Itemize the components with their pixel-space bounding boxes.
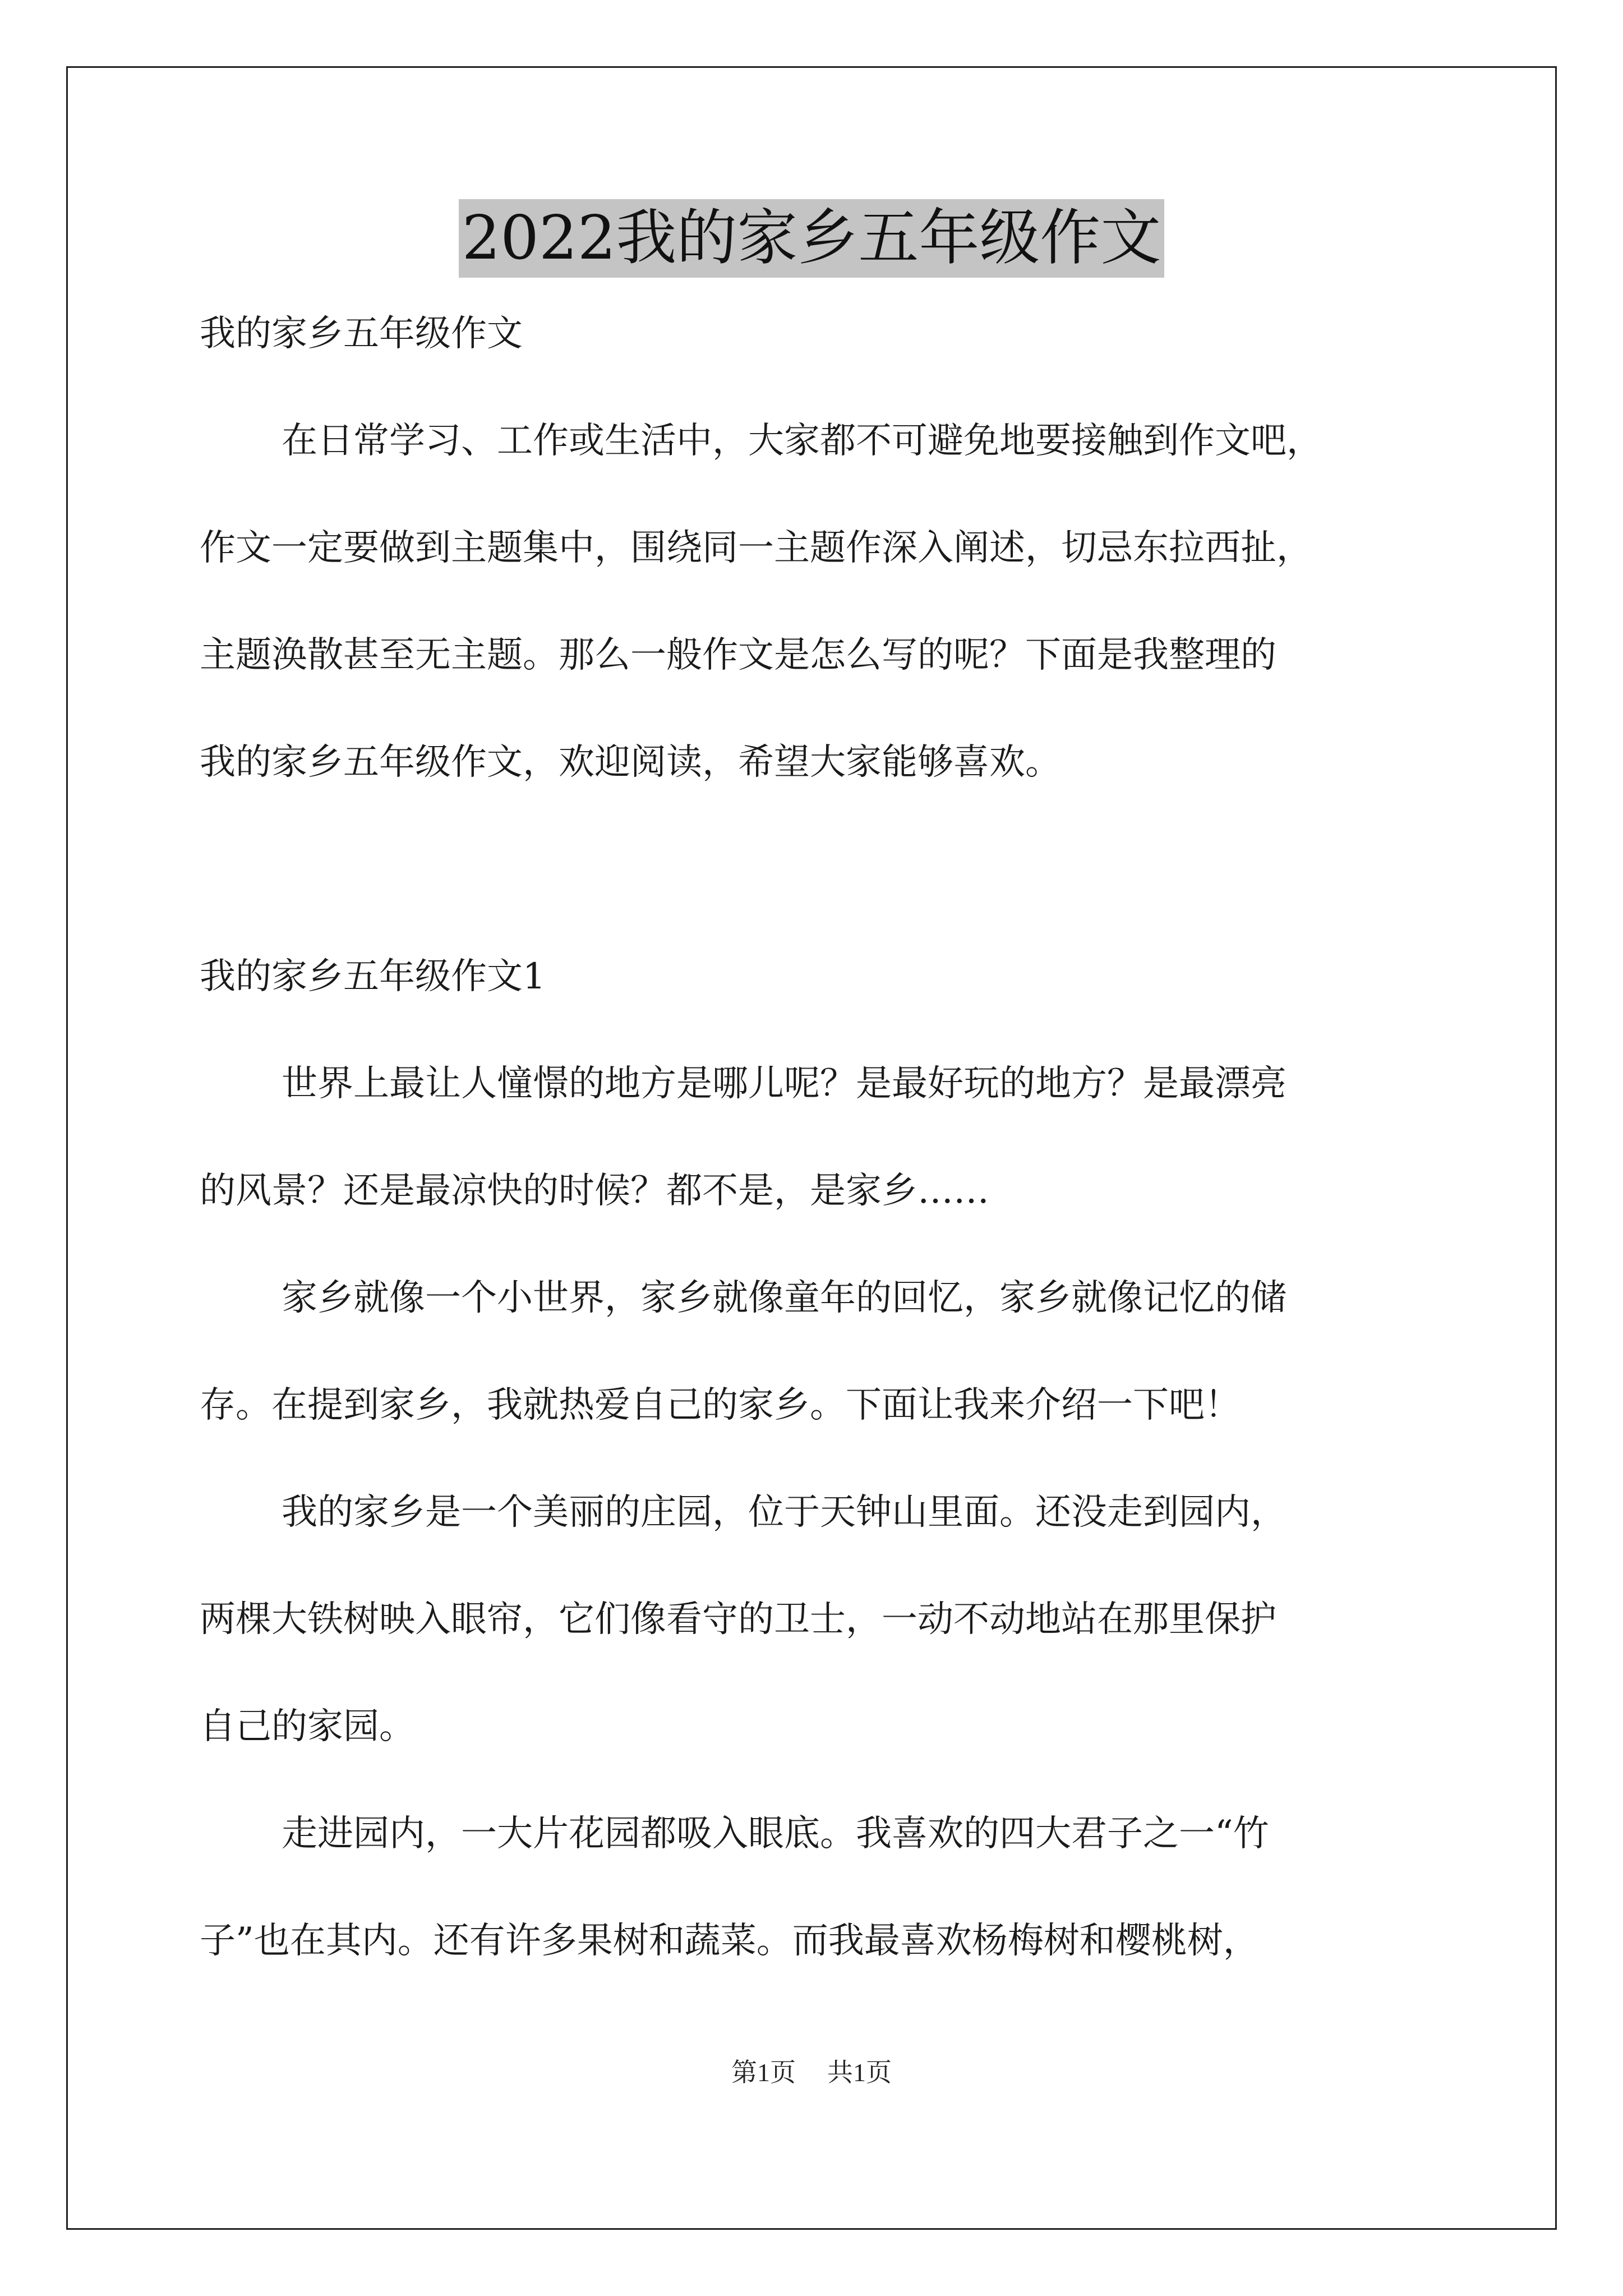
essay-paragraph-line: 存。在提到家乡，我就热爱自己的家乡。下面让我来介绍一下吧！ bbox=[200, 1384, 1241, 1426]
intro-paragraph-line: 我的家乡五年级作文，欢迎阅读，希望大家能够喜欢。 bbox=[200, 742, 1061, 783]
intro-paragraph-line: 在日常学习、工作或生活中，大家都不可避免地要接触到作文吧， bbox=[282, 420, 1322, 462]
essay-paragraph-line: 走进园内，一大片花园都吸入眼底。我喜欢的四大君子之一“竹 bbox=[282, 1813, 1269, 1855]
essay-paragraph-line: 家乡就像一个小世界，家乡就像童年的回忆，家乡就像记忆的储 bbox=[282, 1277, 1287, 1319]
essay-paragraph-line: 的风景？还是最凉快的时候？都不是，是家乡…… bbox=[200, 1170, 989, 1212]
essay-paragraph-line: 两棵大铁树映入眼帘，它们像看守的卫士，一动不动地站在那里保护 bbox=[200, 1599, 1276, 1640]
blank-line bbox=[200, 847, 1456, 892]
intro-paragraph-line: 作文一定要做到主题集中，围绕同一主题作深入阐述，切忌东拉西扯， bbox=[200, 527, 1312, 569]
essay-paragraph-line: 世界上最让人憧憬的地方是哪儿呢？是最好玩的地方？是最漂亮 bbox=[282, 1063, 1287, 1105]
page-total: 共1页 bbox=[827, 2058, 892, 2087]
page-footer bbox=[0, 2056, 1623, 2090]
intro-paragraph-line: 主题涣散甚至无主题。那么一般作文是怎么写的呢？下面是我整理的 bbox=[200, 634, 1276, 676]
essay-paragraph-line: 子”也在其内。还有许多果树和蔬菜。而我最喜欢杨梅树和樱桃树， bbox=[200, 1920, 1259, 1962]
document-body bbox=[200, 311, 1456, 2026]
document-title: 2022我的家乡五年级作文 bbox=[459, 199, 1165, 278]
page-number: 第1页 bbox=[731, 2058, 796, 2087]
intro-heading: 我的家乡五年级作文 bbox=[200, 313, 523, 355]
essay-paragraph-line: 自己的家园。 bbox=[200, 1706, 415, 1747]
title-container bbox=[0, 199, 1623, 278]
essay-paragraph-line: 我的家乡是一个美丽的庄园，位于天钟山里面。还没走到园内， bbox=[282, 1492, 1287, 1533]
essay-heading: 我的家乡五年级作文1 bbox=[200, 956, 546, 997]
